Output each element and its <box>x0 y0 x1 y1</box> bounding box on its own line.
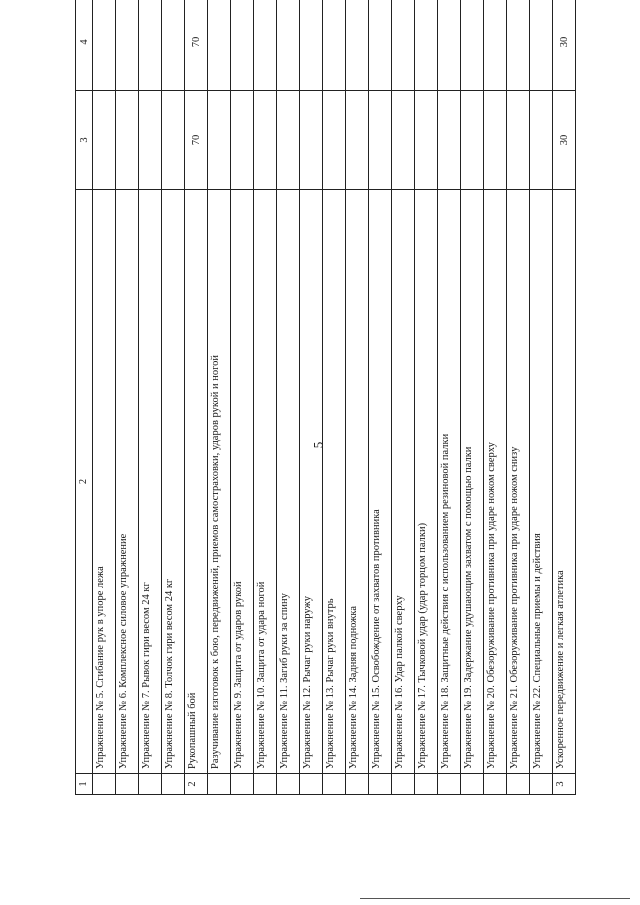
row-hours-cell-3 <box>392 91 415 190</box>
row-hours-cell-4 <box>254 0 277 91</box>
row-hours-cell-4 <box>392 0 415 91</box>
table-row <box>231 0 254 795</box>
row-hours-cell-3 <box>93 91 116 190</box>
row-hours-cell-4 <box>507 0 530 91</box>
table-row <box>139 0 162 795</box>
row-name-cell: Упражнение № 16. Удар палкой сверху <box>392 190 415 774</box>
row-number-cell <box>116 774 139 795</box>
row-number-cell: 2 <box>185 774 208 795</box>
table-row <box>323 0 346 795</box>
row-name-cell: Упражнение № 12. Рычаг руки наружу <box>300 190 323 774</box>
row-name-cell: Упражнение № 17. Тычковой удар (удар торцом палки) <box>415 190 438 774</box>
row-hours-cell-3 <box>346 91 369 190</box>
table-row <box>254 0 277 795</box>
row-name-cell: Упражнение № 15. Освобождение от захватов противника <box>369 190 392 774</box>
header-cell-4: 4 <box>76 0 93 91</box>
row-number-cell <box>277 774 300 795</box>
row-number-cell <box>346 774 369 795</box>
table-row <box>484 0 507 795</box>
row-number-cell <box>484 774 507 795</box>
row-hours-cell-4 <box>415 0 438 91</box>
row-number-cell <box>507 774 530 795</box>
table-row <box>553 0 576 795</box>
row-number-cell <box>300 774 323 795</box>
row-hours-cell-4 <box>116 0 139 91</box>
table-row <box>415 0 438 795</box>
row-name-cell: Упражнение № 5. Сгибание рук в упоре лежа <box>93 190 116 774</box>
table-row <box>438 0 461 795</box>
row-hours-cell-3 <box>369 91 392 190</box>
row-hours-cell-4 <box>231 0 254 91</box>
row-hours-cell-3: 70 <box>185 91 208 190</box>
table-row <box>392 0 415 795</box>
row-hours-cell-4: 70 <box>185 0 208 91</box>
row-name-cell: Упражнение № 13. Рычаг руки внутрь <box>323 190 346 774</box>
row-name-cell: Упражнение № 10. Защита от удара ногой <box>254 190 277 774</box>
row-hours-cell-3 <box>507 91 530 190</box>
table-row <box>369 0 392 795</box>
row-name-cell: Упражнение № 22. Специальные приемы и действия <box>530 190 553 774</box>
row-hours-cell-3 <box>139 91 162 190</box>
row-name-cell: Упражнение № 21. Обезоруживание противника при ударе ножом снизу <box>507 190 530 774</box>
row-number-cell <box>438 774 461 795</box>
row-name-cell: Ускоренное передвижение и легкая атлетика <box>553 190 576 774</box>
row-hours-cell-3 <box>300 91 323 190</box>
row-number-cell: 3 <box>553 774 576 795</box>
row-hours-cell-4 <box>162 0 185 91</box>
table-row <box>162 0 185 795</box>
row-name-cell: Упражнение № 8. Толчок гири весом 24 кг <box>162 190 185 774</box>
row-hours-cell-3 <box>116 91 139 190</box>
row-number-cell <box>231 774 254 795</box>
row-number-cell <box>415 774 438 795</box>
row-hours-cell-4: 30 <box>553 0 576 91</box>
row-hours-cell-3 <box>461 91 484 190</box>
row-number-cell <box>369 774 392 795</box>
row-name-cell: Упражнение № 9. Защита от ударов рукой <box>231 190 254 774</box>
row-name-cell: Разучивание изготовок к бою, передвижений, приемов самостраховки, ударов рукой и ногой <box>208 190 231 774</box>
row-number-cell <box>162 774 185 795</box>
row-name-cell: Рукопашный бой <box>185 190 208 774</box>
row-name-cell: Упражнение № 20. Обезоруживание противника при ударе ножом сверху <box>484 190 507 774</box>
row-name-cell: Упражнение № 19. Задержание удушающим захватом с помощью палки <box>461 190 484 774</box>
row-hours-cell-3 <box>208 91 231 190</box>
table-row <box>346 0 369 795</box>
training-table <box>75 0 576 795</box>
table-row <box>507 0 530 795</box>
row-hours-cell-4 <box>369 0 392 91</box>
row-hours-cell-4 <box>530 0 553 91</box>
row-hours-cell-4 <box>208 0 231 91</box>
row-number-cell <box>530 774 553 795</box>
header-cell-3: 3 <box>76 91 93 190</box>
row-hours-cell-3 <box>484 91 507 190</box>
row-hours-cell-4 <box>300 0 323 91</box>
row-hours-cell-4 <box>277 0 300 91</box>
header-cell-1: 1 <box>76 774 93 795</box>
row-name-cell: Упражнение № 18. Защитные действия с использованием резиновой палки <box>438 190 461 774</box>
table-row <box>185 0 208 795</box>
row-hours-cell-4 <box>461 0 484 91</box>
row-number-cell <box>208 774 231 795</box>
row-hours-cell-4 <box>93 0 116 91</box>
row-hours-cell-3 <box>323 91 346 190</box>
row-hours-cell-4 <box>323 0 346 91</box>
table-row <box>93 0 116 795</box>
row-hours-cell-3 <box>254 91 277 190</box>
row-hours-cell-4 <box>346 0 369 91</box>
row-hours-cell-3: 30 <box>553 91 576 190</box>
row-number-cell <box>392 774 415 795</box>
row-number-cell <box>461 774 484 795</box>
row-hours-cell-4 <box>438 0 461 91</box>
row-hours-cell-3 <box>438 91 461 190</box>
table-row <box>461 0 484 795</box>
row-hours-cell-3 <box>162 91 185 190</box>
row-name-cell: Упражнение № 6. Комплексное силовое упражнение <box>116 190 139 774</box>
row-number-cell <box>93 774 116 795</box>
row-hours-cell-3 <box>277 91 300 190</box>
page-number: 5 <box>310 441 325 449</box>
bottom-rule <box>360 898 630 899</box>
table-row <box>277 0 300 795</box>
row-hours-cell-3 <box>231 91 254 190</box>
table-row <box>300 0 323 795</box>
header-cell-2: 2 <box>76 190 93 774</box>
row-name-cell: Упражнение № 7. Рывок гири весом 24 кг <box>139 190 162 774</box>
row-number-cell <box>139 774 162 795</box>
table-row <box>116 0 139 795</box>
table-row <box>530 0 553 795</box>
table-row <box>208 0 231 795</box>
row-hours-cell-3 <box>530 91 553 190</box>
row-hours-cell-3 <box>415 91 438 190</box>
row-number-cell <box>323 774 346 795</box>
row-number-cell <box>254 774 277 795</box>
row-name-cell: Упражнение № 14. Задняя подножка <box>346 190 369 774</box>
row-hours-cell-4 <box>139 0 162 91</box>
table-header-row <box>76 0 93 795</box>
row-hours-cell-4 <box>484 0 507 91</box>
row-name-cell: Упражнение № 11. Загиб руки за спину <box>277 190 300 774</box>
